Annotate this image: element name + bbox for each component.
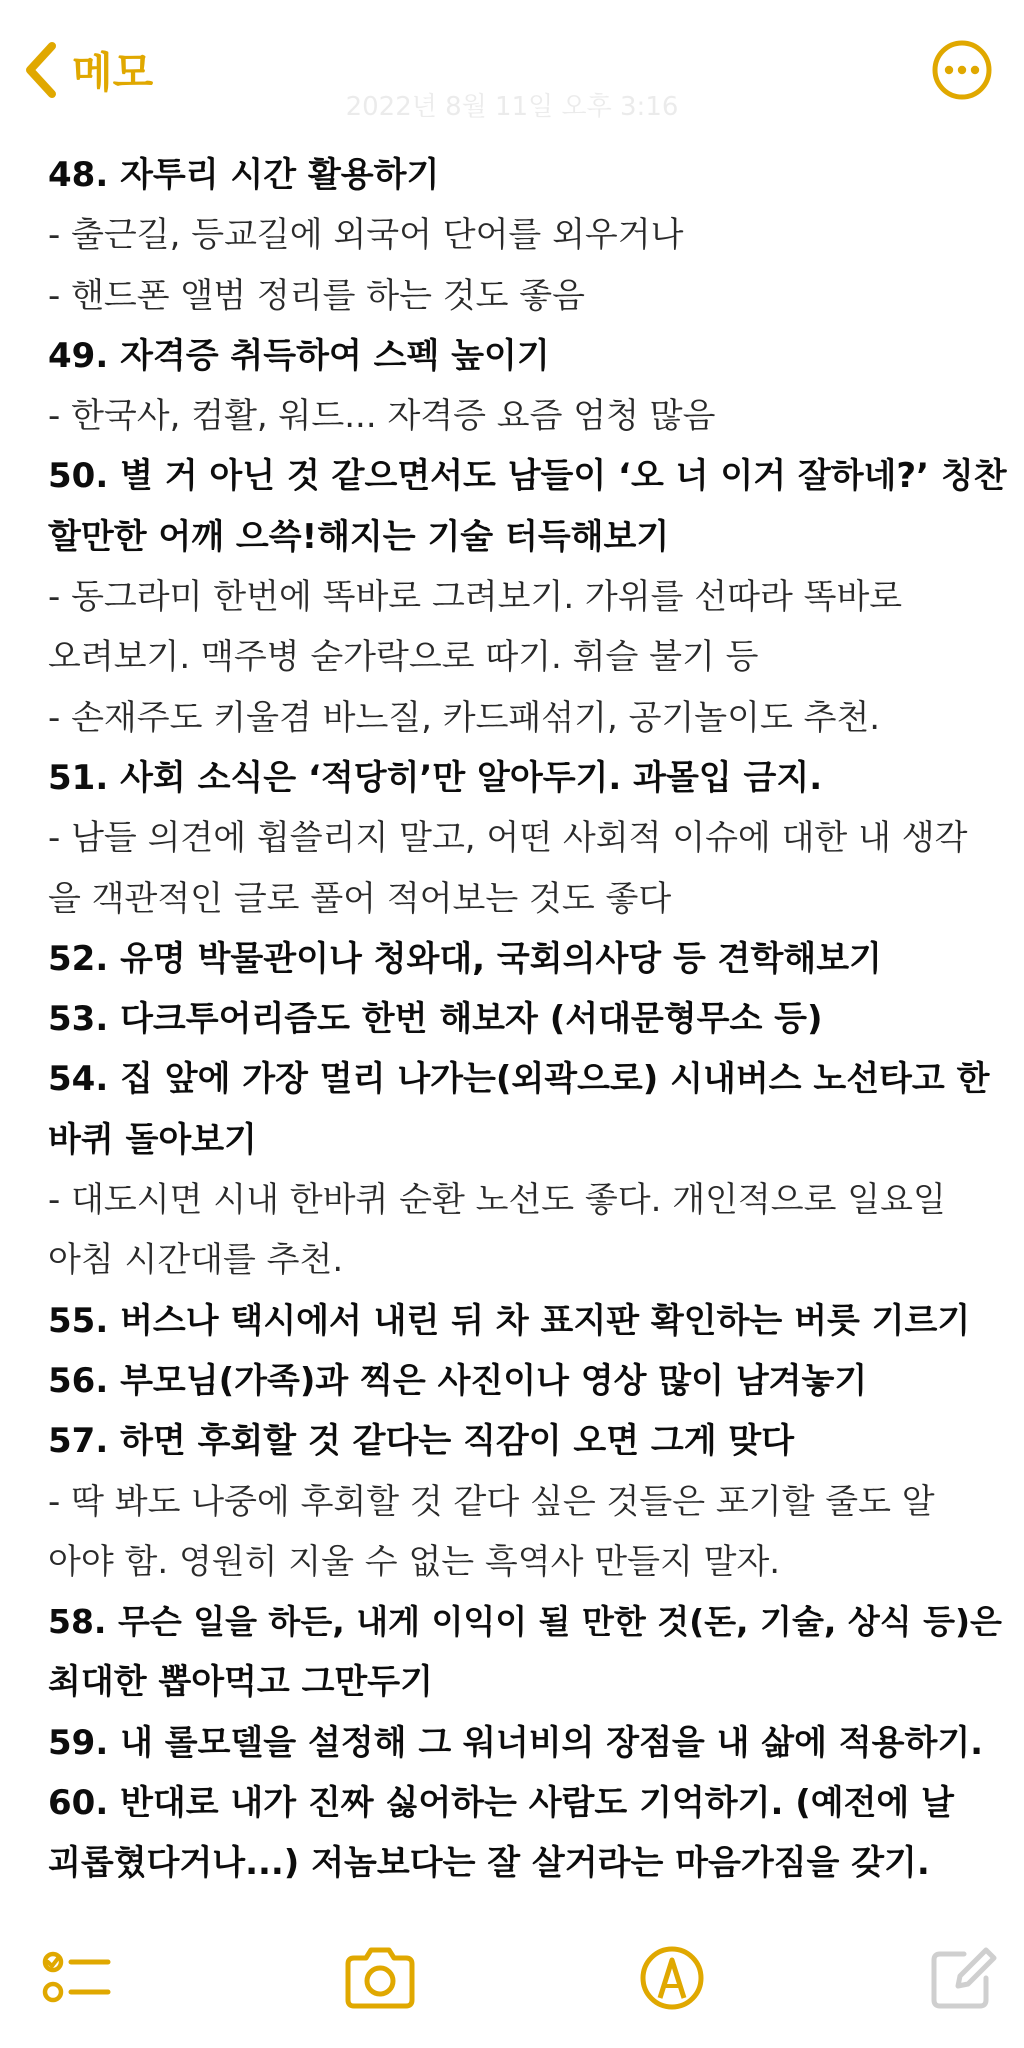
note-text-line: - 남들 의견에 휩쓸리지 말고, 어떤 사회적 이슈에 대한 내 생각 (48, 818, 968, 859)
note-text-line: - 대도시면 시내 한바퀴 순환 노선도 좋다. 개인적으로 일요일 (48, 1180, 946, 1221)
note-text-line: 오려보기. 맥주병 숟가락으로 따기. 휘슬 불기 등 (48, 637, 759, 678)
markup-button[interactable] (632, 1938, 712, 2018)
note-text-line: - 딱 봐도 나중에 후회할 것 같다 싶은 것들은 포기할 줄도 알 (48, 1481, 935, 1522)
note-heading-line: 49. 자격증 취득하여 스펙 높이기 (48, 335, 550, 376)
compose-icon (924, 1938, 1004, 2018)
camera-button[interactable] (340, 1938, 420, 2018)
checklist-button[interactable] (38, 1938, 118, 2018)
note-heading-line: 58. 무슨 일을 하든, 내게 이익이 될 만한 것(돈, 기술, 상식 등)은 (48, 1602, 1002, 1642)
note-text-line: - 동그라미 한번에 똑바로 그려보기. 가위를 선따라 똑바로 (48, 577, 903, 618)
note-heading-line: 53. 다크투어리즘도 한번 해보자 (서대문형무소 등) (48, 999, 823, 1040)
note-text-line: - 출근길, 등교길에 외국어 단어를 외우거나 (48, 215, 684, 256)
note-heading-line: 바퀴 돌아보기 (48, 1119, 257, 1160)
note-timestamp: 2022년 8월 11일 오후 3:16 (345, 92, 679, 122)
camera-icon (340, 1938, 420, 2018)
markup-pen-icon (632, 1938, 712, 2018)
back-button-label: 메모 (72, 48, 154, 97)
note-heading-line: 59. 내 롤모델을 설정해 그 워너비의 장점을 내 삶에 적용하기. (48, 1722, 984, 1763)
note-heading-line: 60. 반대로 내가 진짜 싫어하는 사람도 기억하기. (예전에 날 (48, 1783, 954, 1824)
note-heading-line: 최대한 뽑아먹고 그만두기 (48, 1662, 433, 1703)
note-heading-line: 52. 유명 박물관이나 청와대, 국회의사당 등 견학해보기 (48, 938, 882, 979)
note-heading-line: 괴롭혔다거나...) 저놈보다는 잘 살거라는 마음가짐을 갖기. (48, 1843, 930, 1884)
note-heading-line: 51. 사회 소식은 ‘적당히’만 알아두기. 과몰입 금지. (48, 757, 823, 798)
navigation-bar (0, 0, 1024, 140)
note-heading-line: 48. 자투리 시간 활용하기 (48, 155, 440, 195)
more-button[interactable] (930, 38, 994, 102)
note-heading-line: 50. 별 거 아닌 것 같으면서도 남들이 ‘오 너 이거 잘하네?’ 칭찬 (48, 456, 1007, 497)
note-heading-line: 할만한 어깨 으쓱!해지는 기술 터득해보기 (48, 516, 670, 557)
note-heading-line: 54. 집 앞에 가장 멀리 나가는(외곽으로) 시내버스 노선타고 한 (48, 1059, 990, 1100)
bottom-toolbar (0, 1900, 1024, 2048)
note-heading-line: 56. 부모님(가족)과 찍은 사진이나 영상 많이 남겨놓기 (48, 1360, 868, 1401)
checklist-icon (38, 1938, 118, 2018)
note-text-line: 아야 함. 영원히 지울 수 없는 흑역사 만들지 말자. (48, 1541, 781, 1582)
note-text-line: - 손재주도 키울겸 바느질, 카드패섞기, 공기놀이도 추천. (48, 697, 881, 738)
more-ellipsis-icon (930, 87, 994, 106)
note-text-line: - 한국사, 컴활, 워드... 자격증 요즘 엄청 많음 (48, 396, 716, 437)
note-heading-line: 57. 하면 후회할 것 같다는 직감이 오면 그게 맞다 (48, 1421, 795, 1462)
note-heading-line: 55. 버스나 택시에서 내린 뒤 차 표지판 확인하는 버릇 기르기 (48, 1300, 971, 1341)
note-text-line: - 핸드폰 앨범 정리를 하는 것도 좋음 (48, 275, 585, 316)
note-body[interactable] (48, 145, 1008, 1894)
note-text-line: 을 객관적인 글로 풀어 적어보는 것도 좋다 (48, 878, 672, 919)
compose-button[interactable] (924, 1938, 1004, 2018)
note-text-line: 아침 시간대를 추천. (48, 1240, 344, 1281)
